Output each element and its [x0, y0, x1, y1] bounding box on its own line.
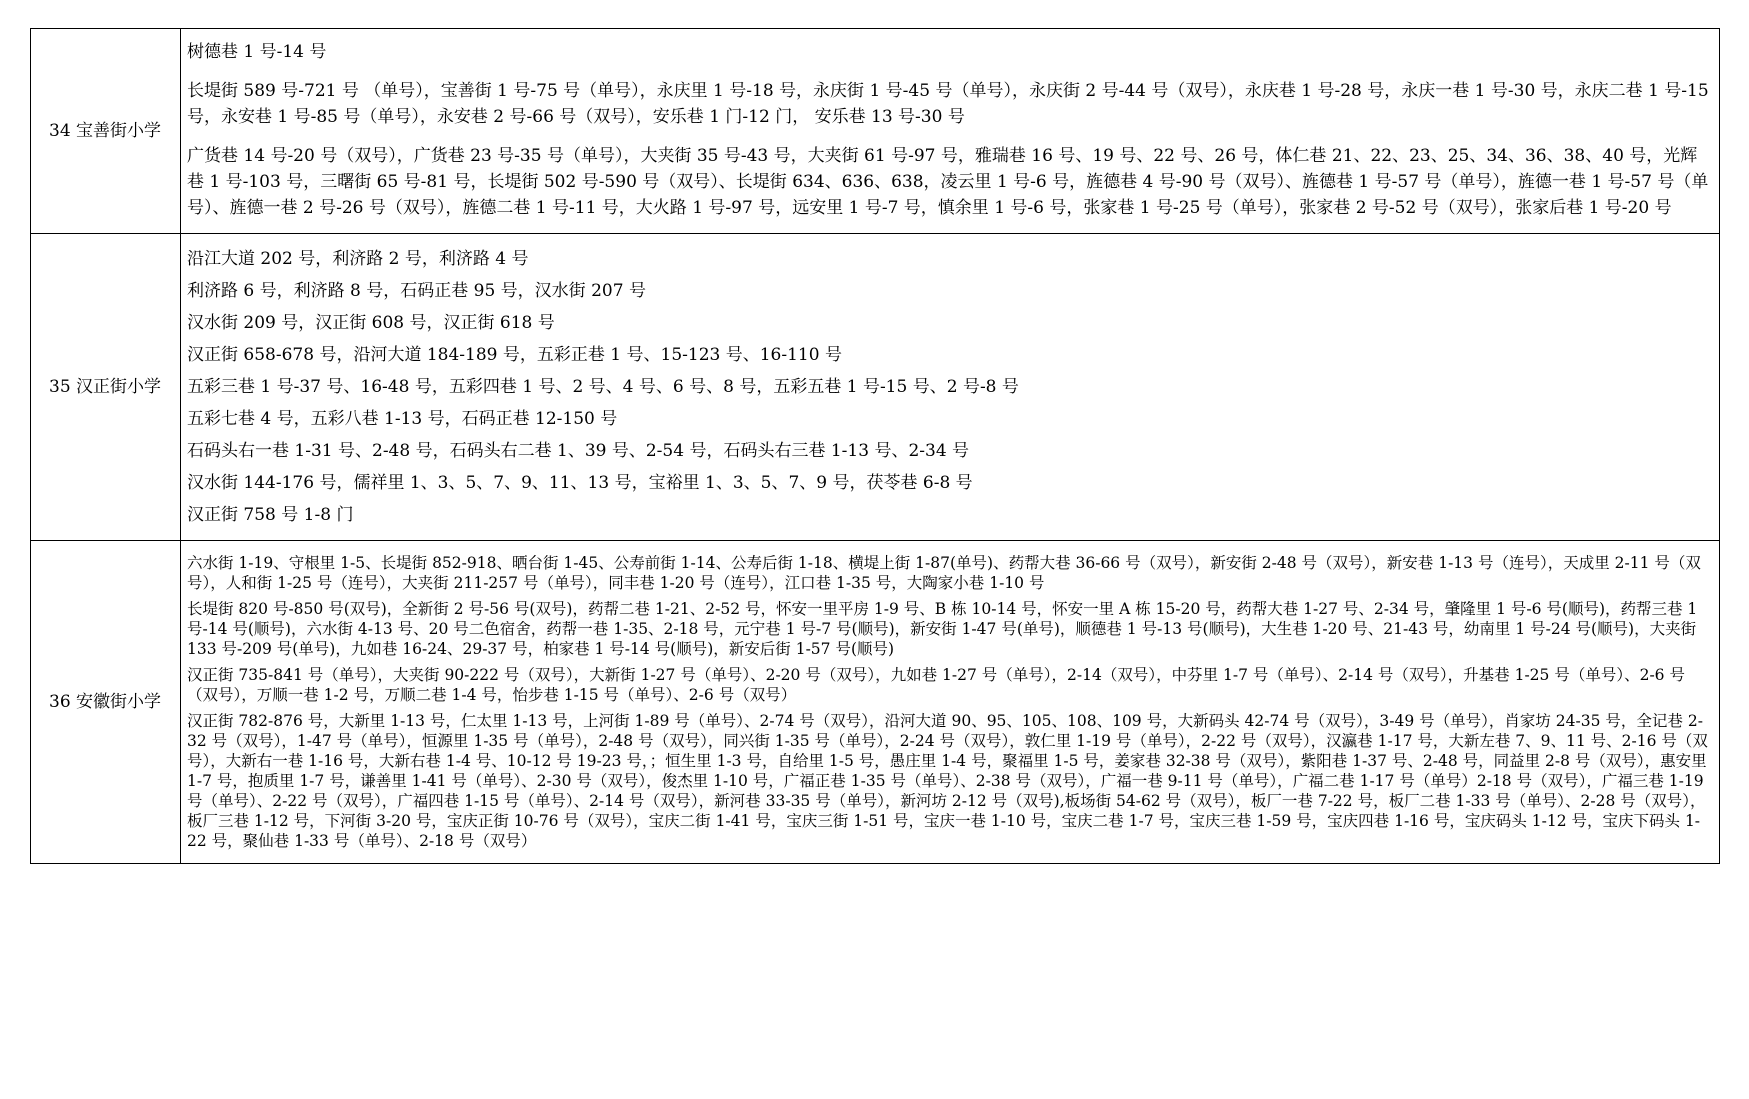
address-paragraph: 石码头右一巷 1-31 号、2-48 号，石码头右二巷 1、39 号、2-54 号，石码头右三巷 1-13 号、2-34 号	[187, 441, 970, 461]
address-paragraph: 长堤街 820 号-850 号(双号)，全新街 2 号-56 号(双号)，药帮二巷 1-21、2-52 号，怀安一里平房 1-9 号、B 栋 10-14 号，怀安一里 A 栋 15-20 号，药帮大巷 1-27 号、2-34 号，肇隆里 1 号-6 号(顺号)，药帮三巷 1 号-14 号(顺号)，六水街 4-13 号、20 号二色宿舍，药帮一巷 1-35、2-18 号，元宁巷 1 号-7 号(顺号)，新安街 1-47 号(单号)，顺德巷 1 号-13 号(顺号)，大生巷 1-20 号、21-43 号，幼南里 1 号-24 号(顺号)，大夹街 133 号-209 号(单号)，九如巷 16-24、29-37 号，柏家巷 1 号-14 号(顺号)，新安后街 1-57 号(顺号)	[187, 600, 1698, 658]
table-row-36	[31, 541, 1720, 864]
table-row-34	[31, 29, 1720, 234]
school-district-table	[30, 28, 1720, 864]
school-name-34: 34 宝善街小学	[49, 121, 162, 141]
school-name-cell-36	[31, 541, 181, 864]
address-paragraph: 五彩七巷 4 号，五彩八巷 1-13 号，石码正巷 12-150 号	[187, 409, 618, 429]
address-paragraph: 汉水街 144-176 号，儒祥里 1、3、5、7、9、11、13 号，宝裕里 1、3、5、7、9 号，茯苓巷 6-8 号	[187, 473, 973, 493]
table-row-35	[31, 234, 1720, 541]
school-name-36: 36 安徽街小学	[49, 692, 162, 712]
address-paragraph: 广货巷 14 号-20 号（双号），广货巷 23 号-35 号（单号），大夹街 35 号-43 号，大夹街 61 号-97 号，雅瑞巷 16 号、19 号、22 号、26 号，体仁巷 21、22、23、25、34、36、38、40 号，光辉巷 1 号-103 号，三曙街 65 号-81 号，长堤街 502 号-590 号（双号）、长堤街 634、636、638，凌云里 1 号-6 号，旌德巷 4 号-90 号（双号）、旌德巷 1 号-57 号（单号），旌德一巷 1 号-57 号（单号）、旌德一巷 2 号-26 号（双号），旌德二巷 1 号-11 号，大火路 1 号-97 号，远安里 1 号-7 号，慎余里 1 号-6 号，张家巷 1 号-25 号（单号），张家巷 2 号-52 号（双号），张家后巷 1 号-20 号	[187, 146, 1709, 218]
address-paragraph: 树德巷 1 号-14 号	[187, 42, 327, 62]
address-paragraph: 汉正街 658-678 号，沿河大道 184-189 号，五彩正巷 1 号、15-123 号、16-110 号	[187, 345, 842, 365]
address-paragraph: 汉正街 735-841 号（单号），大夹街 90-222 号（双号），大新街 1-27 号（单号）、2-20 号（双号），九如巷 1-27 号（单号），2-14（双号），中芬里 1-7 号（单号）、2-14 号（双号），升基巷 1-25 号（单号）、2-6 号（双号），万顺一巷 1-2 号，万顺二巷 1-4 号，怡步巷 1-15 号（单号）、2-6 号（双号）	[187, 666, 1685, 704]
address-paragraph: 长堤街 589 号-721 号 （单号），宝善街 1 号-75 号（单号），永庆里 1 号-18 号，永庆街 1 号-45 号（单号），永庆街 2 号-44 号（双号），永庆巷 1 号-28 号，永庆一巷 1 号-30 号，永庆二巷 1 号-15 号，永安巷 1 号-85 号（单号），永安巷 2 号-66 号（双号），安乐巷 1 门-12 门， 安乐巷 13 号-30 号	[187, 81, 1709, 127]
address-cell-34	[181, 29, 1720, 234]
table-body	[31, 29, 1720, 864]
address-paragraph: 汉水街 209 号，汉正街 608 号，汉正街 618 号	[187, 313, 555, 333]
address-cell-35	[181, 234, 1720, 541]
address-paragraph: 五彩三巷 1 号-37 号、16-48 号，五彩四巷 1 号、2 号、4 号、6 号、8 号，五彩五巷 1 号-15 号、2 号-8 号	[187, 377, 1019, 397]
address-paragraph: 汉正街 782-876 号，大新里 1-13 号，仁太里 1-13 号，上河街 1-89 号（单号）、2-74 号（双号），沿河大道 90、95、105、108、109 号，大新码头 42-74 号（双号），3-49 号（单号），肖家坊 24-35 号，全记巷 2-32 号（双号），1-47 号（单号），恒源里 1-35 号（单号），2-48 号（双号），同兴街 1-35 号（单号），2-24 号（双号），敦仁里 1-19 号（单号），2-22 号（双号），汉瀛巷 1-17 号，大新左巷 7、9、11 号、2-16 号（双号），大新右一巷 1-16 号，大新右巷 1-4 号、10-12 号 19-23 号，；恒生里 1-3 号，自给里 1-5 号，愚庄里 1-4 号，聚福里 1-5 号，姜家巷 32-38 号（双号），紫阳巷 1-37 号、2-48 号，同益里 2-8 号（双号），惠安里 1-7 号，抱质里 1-7 号，谦善里 1-41 号（单号）、2-30 号（双号），俊杰里 1-10 号，广福正巷 1-35 号（单号）、2-38 号（双号），广福一巷 9-11 号（单号），广福二巷 1-17 号（单号）2-18 号（双号），广福三巷 1-19 号（单号）、2-22 号（双号），广福四巷 1-15 号（单号）、2-14 号（双号），新河巷 33-35 号（单号），新河坊 2-12 号（双号),板场街 54-62 号（双号），板厂一巷 7-22 号，板厂二巷 1-33 号（单号）、2-28 号（双号），板厂三巷 1-12 号，下河街 3-20 号，宝庆正街 10-76 号（双号），宝庆二街 1-41 号，宝庆三街 1-51 号，宝庆一巷 1-10 号，宝庆二巷 1-7 号，宝庆三巷 1-59 号，宝庆四巷 1-16 号，宝庆码头 1-12 号，宝庆下码头 1-22 号，聚仙巷 1-33 号（单号）、2-18 号（双号）	[187, 712, 1708, 850]
address-paragraph: 汉正街 758 号 1-8 门	[187, 505, 354, 525]
address-cell-36	[181, 541, 1720, 864]
address-paragraph: 沿江大道 202 号，利济路 2 号，利济路 4 号	[187, 249, 529, 269]
school-name-cell-35	[31, 234, 181, 541]
address-paragraph: 六水街 1-19、守根里 1-5、长堤街 852-918、晒台街 1-45、公寿前街 1-14、公寿后街 1-18、横堤上街 1-87(单号)、药帮大巷 36-66 号（双号），新安街 2-48 号（双号），新安巷 1-13 号（连号），天成里 2-11 号（双号），人和街 1-25 号（连号），大夹街 211-257 号（单号），同丰巷 1-20 号（连号），江口巷 1-35 号，大陶家小巷 1-10 号	[187, 554, 1701, 592]
address-paragraph: 利济路 6 号，利济路 8 号，石码正巷 95 号，汉水街 207 号	[187, 281, 646, 301]
school-name-35: 35 汉正街小学	[49, 377, 162, 397]
school-name-cell-34	[31, 29, 181, 234]
